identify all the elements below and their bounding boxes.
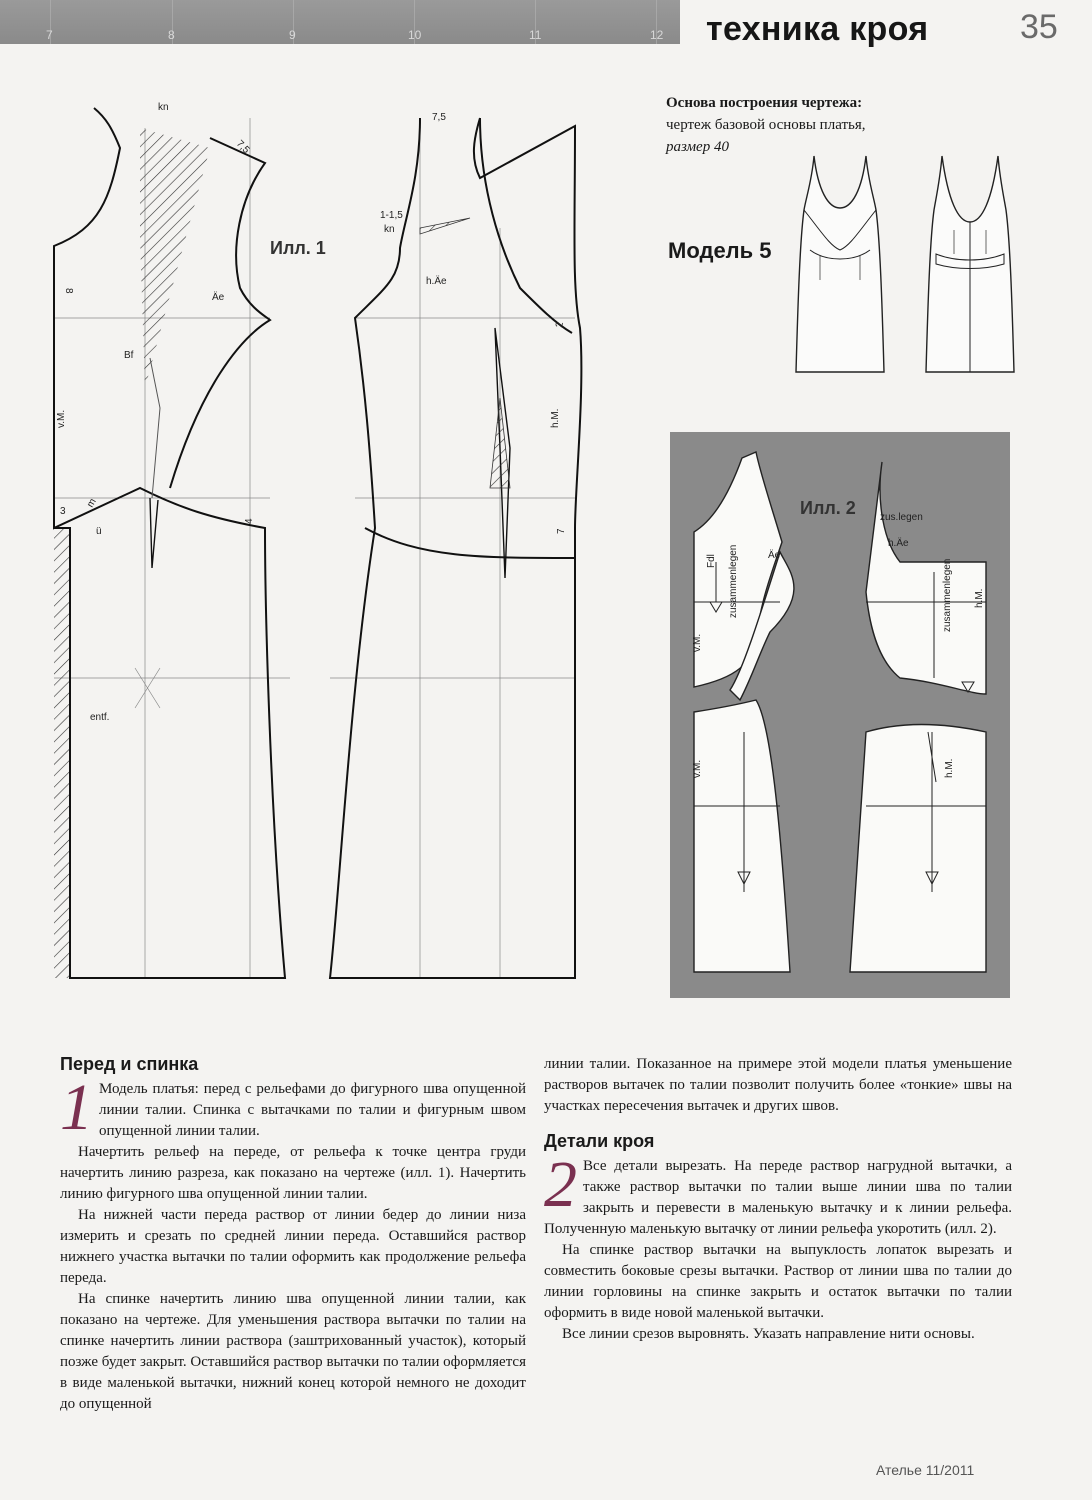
section2-paragraph-3: Все линии срезов выровнять. Указать направление нити основы. xyxy=(562,1326,975,1342)
ill2-mark-h-m: h.M. xyxy=(974,588,985,608)
dress-sketch-front xyxy=(790,150,890,380)
ill2-mark-zus-legen: zus.legen xyxy=(880,512,923,523)
mark-m: m xyxy=(85,496,99,510)
ill2-mark-h-m-lower: h.M. xyxy=(944,758,955,778)
section1-drop-cap: 1 xyxy=(60,1071,93,1144)
section2-paragraph-1: Все детали вырезать. На переде раствор нагрудной вытачки, а также раствор вытачки по талии выше линии шва по талии закрыть и перевести в маленькую вытачку и к линии рельефа. Полученную маленькую вытачку от линии рельефа укоротить (илл. 2). xyxy=(544,1158,1012,1237)
mark-kn-top: kn xyxy=(158,102,169,113)
ill2-mark-zusammenlegen-a: zusammenlegen xyxy=(728,544,739,618)
header-ruler xyxy=(0,0,680,44)
text-column-left xyxy=(60,1054,526,1415)
mark-3: 3 xyxy=(60,506,66,517)
mark-7-5-right: 7,5 xyxy=(432,112,446,123)
caption-line-3: размер 40 xyxy=(666,139,729,155)
ruler-number: 12 xyxy=(650,28,664,42)
mark-7: 7 xyxy=(556,528,567,534)
model-title: Модель 5 xyxy=(668,238,772,263)
mark-ae: Äe xyxy=(212,292,225,303)
ill2-mark-ae: Äe xyxy=(768,550,781,561)
ill2-mark-v-m-lower: v.M. xyxy=(692,759,703,778)
ill2-mark-zusammenlegen-b: zusammenlegen xyxy=(942,558,953,632)
mark-bf: Bf xyxy=(124,350,134,361)
section1-paragraph-2: Начертить рельеф на переде, от рельефа к точке центра груди начертить линию разреза, как показано на чертеже (илл. 1). Начертить линию фигурного шва опущенной линии талии. xyxy=(60,1144,526,1202)
caption-line-1: Основа построения чертежа: xyxy=(666,95,863,111)
section2-drop-cap: 2 xyxy=(544,1148,577,1221)
section2-heading: Детали кроя xyxy=(544,1131,655,1151)
footer-issue: Ателье 11/2011 xyxy=(876,1462,975,1478)
ruler-number: 9 xyxy=(289,28,296,42)
dress-sketch-back xyxy=(920,150,1020,380)
ill2-mark-fdl: Fdl xyxy=(706,554,717,568)
section1-paragraph-1: Модель платья: перед с рельефами до фигурного шва опущенной линии талии. Спинка с вытачками по талии и фигурным швом опущенной линии талии. xyxy=(99,1081,526,1139)
mark-entf: entf. xyxy=(90,712,110,723)
ill2-label: Илл. 2 xyxy=(800,498,856,518)
mark-h-m: h.M. xyxy=(550,408,561,428)
mark-2: 2 xyxy=(554,321,566,329)
mark-8: 8 xyxy=(63,288,74,294)
mark-v-m: v.M. xyxy=(56,409,67,428)
page-number: 35 xyxy=(1020,8,1058,46)
drawing-caption xyxy=(666,92,966,158)
ill2-mark-h-ae: h.Äe xyxy=(888,538,909,549)
section1-paragraph-3: На нижней части переда раствор от линии бедер до линии низа измерить и срезать по средней линии переда. Оставшийся раствор нижнего участка вытачки по талии оформить как продолжение рельефа переда. xyxy=(60,1207,526,1286)
section-title: техника кроя xyxy=(706,10,929,48)
mark-h-ae: h.Äe xyxy=(426,276,447,287)
mark-7-5-left: 7,5 xyxy=(233,138,252,156)
ruler-number: 11 xyxy=(529,28,542,42)
ruler-number: 10 xyxy=(408,28,422,42)
ruler-number: 8 xyxy=(168,28,175,42)
mark-u: ü xyxy=(96,526,102,537)
ruler-number: 7 xyxy=(46,28,53,42)
ill2-mark-v-m: v.M. xyxy=(692,633,703,652)
ill1-label: Илл. 1 xyxy=(270,238,326,258)
mark-1-1-5: 1-1,5 xyxy=(380,210,403,221)
section1-heading: Перед и спинка xyxy=(60,1054,199,1074)
section2-paragraph-2: На спинке раствор вытачки на выпуклость лопаток вырезать и совместить боковые срезы вытачки. Раствор от линии шва по талии до линии горловины на спинке закрыть и остаток вытачки по талии оформить в виде новой маленькой вытачки. xyxy=(544,1242,1012,1321)
caption-line-2: чертеж базовой основы платья, xyxy=(666,117,866,133)
mark-4: 4 xyxy=(244,518,255,524)
mark-kn-mid: kn xyxy=(384,224,395,235)
section1-paragraph-4: На спинке начертить линию шва опущенной линии талии, как показано на чертеже. Для уменьшения раствора вытачки по талии на спинке начертить линии раствора (заштрихованный участок), который позже будет закрыт. Оставшийся раствор вытачки по талии оформляется в виде маленькой вытачки, нижний конец которой немного не доходит до опущенной xyxy=(60,1291,526,1412)
text-column-right xyxy=(544,1054,1012,1345)
pattern-drawing-ill1 xyxy=(40,88,600,988)
section1-paragraph-5: линии талии. Показанное на примере этой модели платья уменьшение растворов вытачек по талии позволит получить более «тонкие» швы на участках пересечения вытачек и других швов. xyxy=(544,1056,1012,1114)
